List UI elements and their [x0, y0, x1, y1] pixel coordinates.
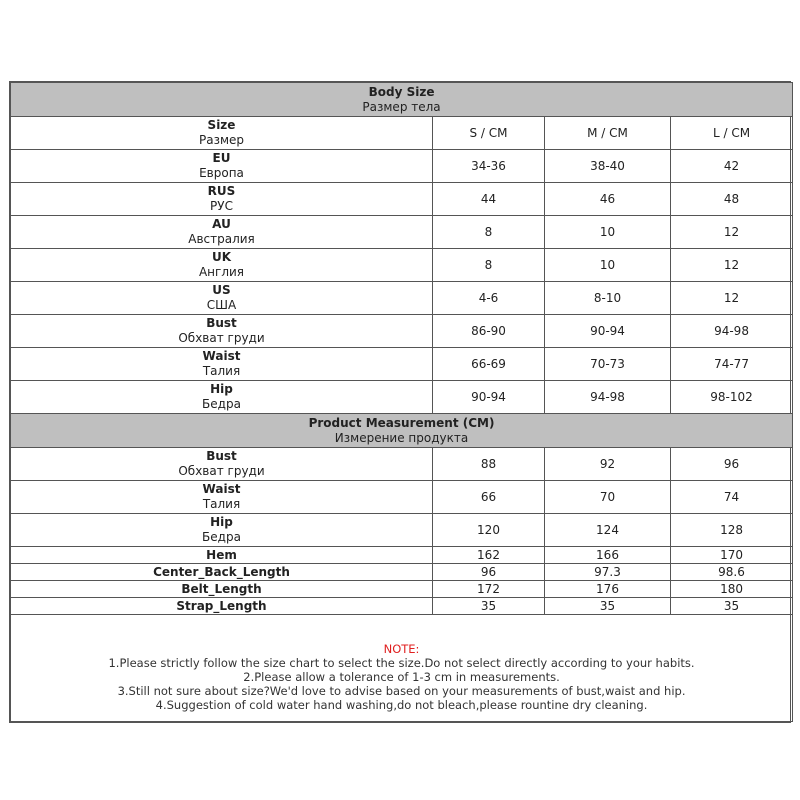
value-cell: 180 — [671, 581, 793, 598]
table-row — [11, 448, 793, 481]
value-cell: 90-94 — [433, 381, 545, 414]
row-label: UK — [211, 250, 232, 264]
value-cell: 74-77 — [671, 348, 793, 381]
row-label-ru: Талия — [202, 364, 241, 378]
product-title-cell — [11, 414, 793, 448]
row-label-cell — [11, 183, 433, 216]
size-chart — [9, 81, 791, 723]
table-row — [11, 249, 793, 282]
size-col-s: S / CM — [433, 117, 545, 150]
row-label-cell — [11, 448, 433, 481]
row-label-ru: Обхват груди — [178, 331, 265, 345]
value-cell: 176 — [545, 581, 671, 598]
value-cell: 12 — [671, 282, 793, 315]
row-label-cell — [11, 564, 433, 581]
value-cell: 98.6 — [671, 564, 793, 581]
row-label-cell — [11, 216, 433, 249]
row-label-cell — [11, 581, 433, 598]
row-label-ru: Англия — [198, 265, 245, 279]
note-line: 2.Please allow a tolerance of 1-3 cm in measurements. — [243, 670, 560, 684]
table-row — [11, 381, 793, 414]
row-label-cell — [11, 547, 433, 564]
table-row — [11, 564, 793, 581]
row-label-cell — [11, 381, 433, 414]
table-row — [11, 547, 793, 564]
size-col-m: M / CM — [545, 117, 671, 150]
value-cell: 10 — [545, 249, 671, 282]
value-cell: 8 — [433, 249, 545, 282]
value-cell: 8 — [433, 216, 545, 249]
row-label: Hip — [210, 515, 233, 529]
product-title-ru: Измерение продукта — [334, 430, 469, 445]
size-header-label: Size — [207, 118, 236, 132]
row-label-ru: Австралия — [188, 232, 255, 246]
size-col-l: L / CM — [671, 117, 793, 150]
note-line: 1.Please strictly follow the size chart to select the size.Do not select directly according to your habits. — [108, 656, 695, 670]
value-cell: 66-69 — [433, 348, 545, 381]
table-row — [11, 216, 793, 249]
row-label: Waist — [202, 482, 241, 496]
product-title: Product Measurement (CM) — [308, 415, 495, 430]
row-label: Hip — [210, 382, 233, 396]
value-cell: 94-98 — [545, 381, 671, 414]
value-cell: 162 — [433, 547, 545, 564]
size-header-label-cell — [11, 117, 433, 150]
row-label-ru: Бедра — [202, 397, 241, 411]
row-label: US — [212, 283, 231, 297]
row-label-cell — [11, 282, 433, 315]
value-cell: 70-73 — [545, 348, 671, 381]
table-row — [11, 598, 793, 615]
notes-row — [11, 615, 793, 722]
value-cell: 88 — [433, 448, 545, 481]
table-row — [11, 581, 793, 598]
row-label-ru: Европа — [199, 166, 244, 180]
value-cell: 35 — [433, 598, 545, 615]
row-label: Strap_Length — [176, 599, 267, 613]
value-cell: 10 — [545, 216, 671, 249]
size-header-label-ru: Размер — [198, 133, 245, 147]
value-cell: 48 — [671, 183, 793, 216]
value-cell: 86-90 — [433, 315, 545, 348]
row-label: Bust — [206, 316, 237, 330]
value-cell: 38-40 — [545, 150, 671, 183]
row-label-cell — [11, 481, 433, 514]
row-label-ru: Талия — [202, 497, 241, 511]
value-cell: 96 — [433, 564, 545, 581]
row-label-ru: Обхват груди — [178, 464, 265, 478]
value-cell: 170 — [671, 547, 793, 564]
value-cell: 35 — [671, 598, 793, 615]
value-cell: 66 — [433, 481, 545, 514]
value-cell: 34-36 — [433, 150, 545, 183]
row-label: Center_Back_Length — [153, 565, 290, 579]
value-cell: 172 — [433, 581, 545, 598]
body-size-header-row — [11, 83, 793, 117]
value-cell: 94-98 — [671, 315, 793, 348]
value-cell: 97.3 — [545, 564, 671, 581]
notes-cell — [11, 615, 793, 722]
size-table — [10, 82, 793, 722]
body-size-title-cell — [11, 83, 793, 117]
row-label-ru: Бедра — [202, 530, 241, 544]
row-label-cell — [11, 598, 433, 615]
value-cell: 96 — [671, 448, 793, 481]
table-row — [11, 183, 793, 216]
row-label: AU — [212, 217, 231, 231]
notes-title: NOTE: — [383, 642, 420, 656]
value-cell: 70 — [545, 481, 671, 514]
value-cell: 12 — [671, 216, 793, 249]
value-cell: 74 — [671, 481, 793, 514]
product-header-row — [11, 414, 793, 448]
note-line: 3.Still not sure about size?We'd love to advise based on your measurements of bust,waist and hip. — [117, 684, 686, 698]
table-row — [11, 481, 793, 514]
value-cell: 98-102 — [671, 381, 793, 414]
row-label: RUS — [207, 184, 236, 198]
row-label-ru: США — [206, 298, 237, 312]
body-size-title-ru: Размер тела — [362, 99, 441, 114]
size-header-row — [11, 117, 793, 150]
value-cell: 12 — [671, 249, 793, 282]
row-label: Bust — [206, 449, 237, 463]
row-label: EU — [212, 151, 231, 165]
value-cell: 90-94 — [545, 315, 671, 348]
table-row — [11, 315, 793, 348]
table-row — [11, 348, 793, 381]
value-cell: 92 — [545, 448, 671, 481]
value-cell: 44 — [433, 183, 545, 216]
row-label: Waist — [202, 349, 241, 363]
value-cell: 124 — [545, 514, 671, 547]
value-cell: 4-6 — [433, 282, 545, 315]
row-label-cell — [11, 315, 433, 348]
table-row — [11, 282, 793, 315]
value-cell: 128 — [671, 514, 793, 547]
row-label-cell — [11, 514, 433, 547]
value-cell: 35 — [545, 598, 671, 615]
row-label-ru: РУС — [210, 199, 233, 213]
row-label: Belt_Length — [181, 582, 262, 596]
row-label-cell — [11, 150, 433, 183]
value-cell: 8-10 — [545, 282, 671, 315]
table-row — [11, 150, 793, 183]
table-row — [11, 514, 793, 547]
value-cell: 166 — [545, 547, 671, 564]
body-size-title: Body Size — [368, 84, 435, 99]
row-label: Hem — [206, 548, 237, 562]
note-line: 4.Suggestion of cold water hand washing,do not bleach,please rountine dry cleaning. — [155, 698, 648, 712]
value-cell: 42 — [671, 150, 793, 183]
value-cell: 46 — [545, 183, 671, 216]
row-label-cell — [11, 348, 433, 381]
row-label-cell — [11, 249, 433, 282]
value-cell: 120 — [433, 514, 545, 547]
